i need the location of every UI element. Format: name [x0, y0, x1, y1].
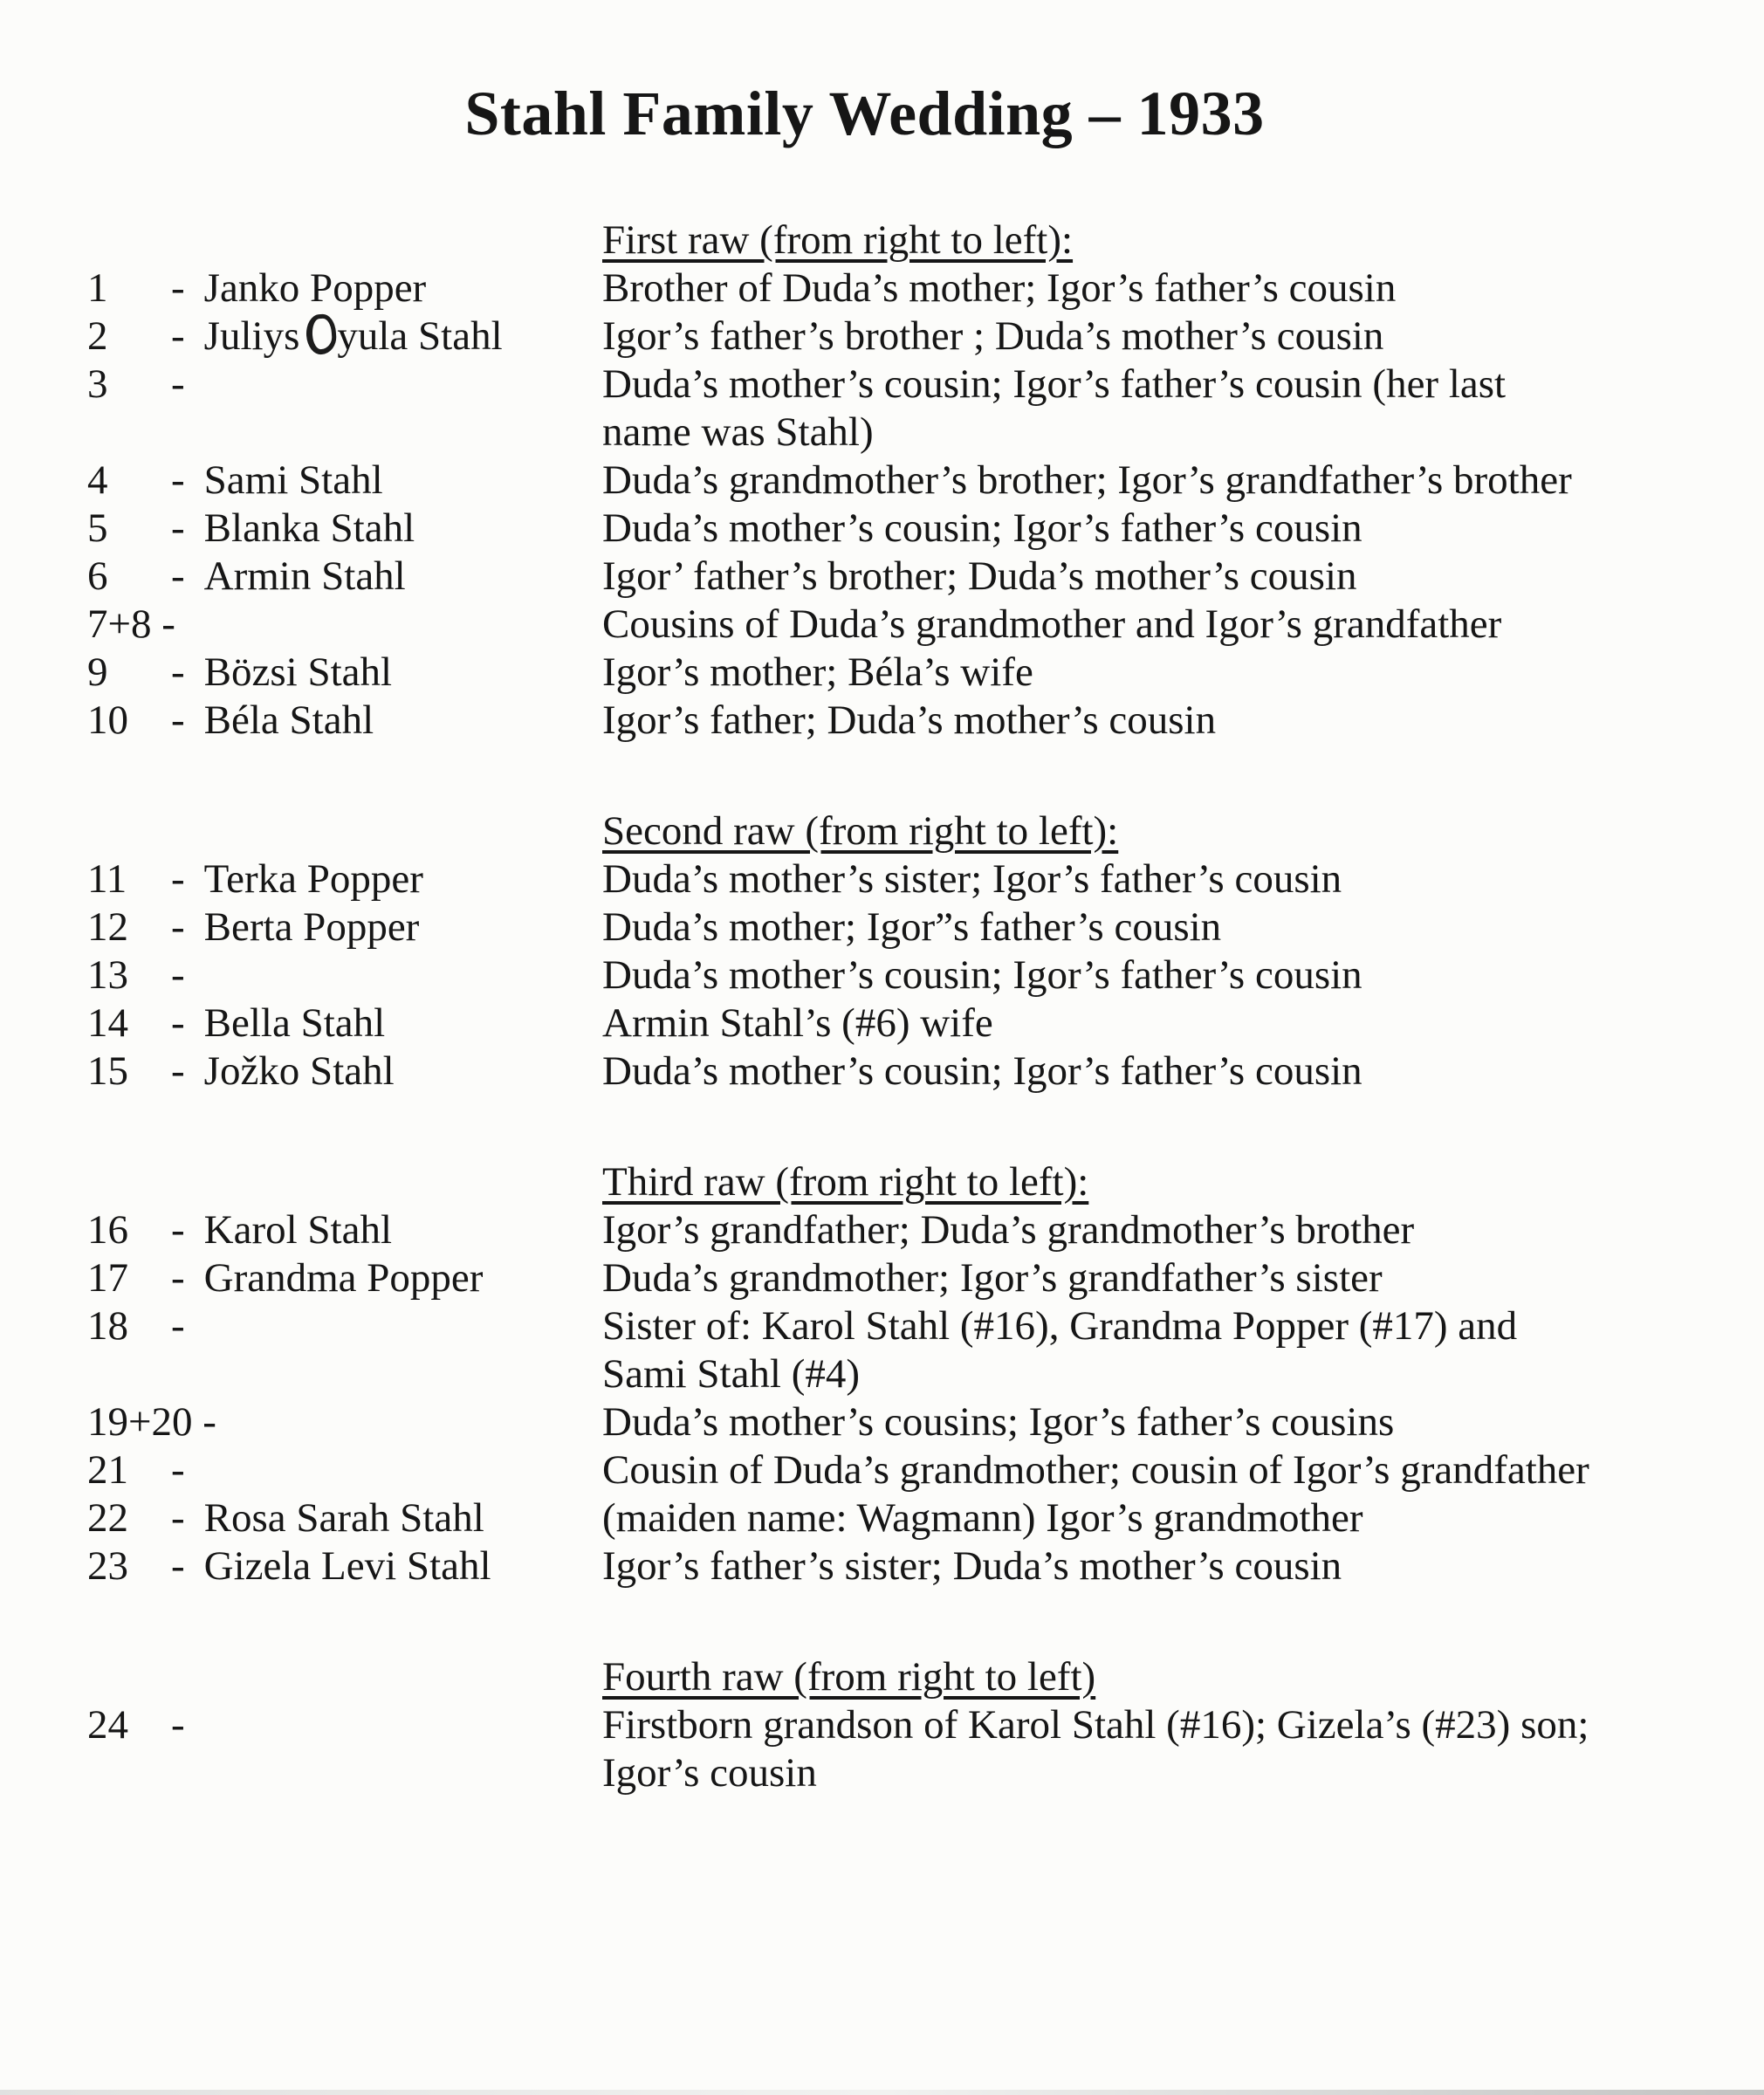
entry-number: 6	[87, 553, 108, 599]
entry-name-cell	[171, 361, 602, 457]
entry-number: 1	[87, 265, 108, 311]
person-entry-row	[87, 951, 1764, 999]
section-heading: Second raw (from right to left):	[602, 808, 1119, 854]
entry-number: 16	[87, 1207, 128, 1253]
entry-name: Juliys yula Stahl	[203, 313, 503, 359]
heading-cell	[602, 1653, 1593, 1701]
entry-name-cell	[171, 313, 602, 361]
entry-description: Duda’s mother’s cousin; Igor’s father’s cousin	[602, 1048, 1362, 1094]
entry-name-cell	[171, 951, 602, 999]
entry-name: Karol Stahl	[203, 1207, 393, 1253]
entry-name-cell	[171, 264, 602, 313]
entry-number: 5	[87, 505, 108, 551]
entry-name: Bella Stahl	[203, 1000, 386, 1046]
entry-number: 24	[87, 1702, 128, 1748]
entry-description: Igor’s grandfather; Duda’s grandmother’s brother	[602, 1207, 1415, 1253]
entry-name-cell	[171, 1048, 602, 1096]
entry-description: Firstborn grandson of Karol Stahl (#16); Gizela’s (#23) son; Igor’s cousin	[602, 1702, 1589, 1796]
entry-dash: -	[171, 457, 185, 503]
entry-description: Duda’s mother’s cousin; Igor’s father’s cousin	[602, 952, 1362, 998]
person-entry-row	[87, 1398, 1764, 1446]
entry-dash: -	[171, 1000, 185, 1046]
heading-spacer-name-column	[171, 1653, 602, 1701]
person-entry-row	[87, 601, 1764, 649]
entry-dash: -	[171, 1207, 185, 1253]
entry-description: Armin Stahl’s (#6) wife	[602, 1000, 993, 1046]
entry-name-cell	[171, 601, 602, 649]
section-second-raw	[87, 807, 1764, 1096]
heading-spacer-number-column	[87, 1158, 171, 1206]
entry-dash: -	[171, 1048, 185, 1094]
heading-spacer-name-column	[171, 216, 602, 264]
entry-dash: -	[171, 1255, 185, 1301]
section-heading-row	[87, 216, 1764, 264]
entry-name: Blanka Stahl	[203, 505, 415, 551]
section-first-raw	[87, 216, 1764, 745]
entry-name-cell	[171, 649, 602, 697]
section-fourth-raw	[87, 1653, 1764, 1797]
entry-description: Duda’s grandmother’s brother; Igor’s grandfather’s brother	[602, 457, 1572, 503]
person-entry-row	[87, 1048, 1764, 1096]
entry-description: Duda’s grandmother; Igor’s grandfather’s sister	[602, 1255, 1383, 1301]
entry-name-cell	[171, 1254, 602, 1302]
entry-dash: -	[171, 1303, 185, 1349]
entry-name-cell	[171, 903, 602, 951]
person-entry-row	[87, 649, 1764, 697]
entry-name-cell	[171, 505, 602, 553]
person-entry-row	[87, 264, 1764, 313]
entry-dash: -	[171, 1495, 185, 1541]
entry-name: Rosa Sarah Stahl	[203, 1495, 484, 1541]
entry-name: Berta Popper	[203, 904, 420, 950]
section-third-raw	[87, 1158, 1764, 1590]
entry-description: Igor’ father’s brother; Duda’s mother’s cousin	[602, 553, 1357, 599]
section-heading: Fourth raw (from right to left)	[602, 1654, 1096, 1700]
entry-name-cell	[171, 999, 602, 1048]
heading-spacer-number-column	[87, 807, 171, 855]
entry-description: Duda’s mother’s cousins; Igor’s father’s cousins	[602, 1399, 1395, 1445]
section-entries	[87, 855, 1764, 1096]
entry-number: 7+8 -	[87, 601, 175, 647]
entry-number: 21	[87, 1447, 128, 1493]
entry-description: Duda’s mother’s cousin; Igor’s father’s cousin (her last name was Stahl)	[602, 361, 1507, 455]
entry-dash: -	[171, 697, 185, 743]
heading-spacer-name-column	[171, 1158, 602, 1206]
entry-name-cell	[171, 1701, 602, 1797]
entry-number: 14	[87, 1000, 128, 1046]
entry-description: Igor’s father’s brother ; Duda’s mother’s cousin	[602, 313, 1384, 359]
person-entry-row	[87, 1302, 1764, 1398]
entry-number: 11	[87, 856, 127, 902]
entry-number: 22	[87, 1495, 128, 1541]
handwritten-oval-correction	[305, 313, 338, 355]
section-entries	[87, 1206, 1764, 1590]
entry-description: Duda’s mother’s cousin; Igor’s father’s cousin	[602, 505, 1362, 551]
person-entry-row	[87, 855, 1764, 903]
entry-number: 10	[87, 697, 128, 743]
entry-dash: -	[171, 904, 185, 950]
section-heading-row	[87, 1158, 1764, 1206]
entry-dash: -	[171, 649, 185, 695]
entry-description: Cousins of Duda’s grandmother and Igor’s grandfather	[602, 601, 1502, 647]
entry-name: Sami Stahl	[203, 457, 383, 503]
person-entry-row	[87, 361, 1764, 457]
heading-cell	[602, 1158, 1593, 1206]
entry-number: 9	[87, 649, 108, 695]
scan-edge-artifact	[0, 2090, 1764, 2095]
heading-spacer-number-column	[87, 216, 171, 264]
entry-name: Janko Popper	[203, 265, 427, 311]
person-entry-row	[87, 903, 1764, 951]
entry-name: Béla Stahl	[203, 697, 374, 743]
person-entry-row	[87, 553, 1764, 601]
section-entries	[87, 264, 1764, 745]
entry-name-cell	[171, 855, 602, 903]
entry-number: 17	[87, 1255, 128, 1301]
entry-description: Igor’s father’s sister; Duda’s mother’s cousin	[602, 1543, 1342, 1589]
entry-dash: -	[171, 856, 185, 902]
person-entry-row	[87, 999, 1764, 1048]
entry-dash: -	[171, 361, 185, 407]
entry-number: 13	[87, 952, 128, 998]
entry-name-cell	[171, 697, 602, 745]
entry-number: 19+20 -	[87, 1399, 216, 1445]
entry-name-cell	[171, 457, 602, 505]
entry-name-cell	[171, 1446, 602, 1494]
entry-name-cell	[171, 1398, 602, 1446]
entry-dash: -	[171, 265, 185, 311]
entry-number: 12	[87, 904, 128, 950]
person-entry-row	[87, 1446, 1764, 1494]
person-entry-row	[87, 457, 1764, 505]
entry-description: Igor’s mother; Béla’s wife	[602, 649, 1033, 695]
entry-name: Grandma Popper	[203, 1255, 484, 1301]
entry-dash: -	[171, 1447, 185, 1493]
entry-name: Jožko Stahl	[203, 1048, 395, 1094]
person-entry-row	[87, 313, 1764, 361]
person-entry-row	[87, 1542, 1764, 1590]
entry-description: (maiden name: Wagmann) Igor’s grandmother	[602, 1495, 1363, 1541]
document-title: Stahl Family Wedding – 1933	[464, 79, 1265, 148]
entry-dash: -	[171, 952, 185, 998]
person-entry-row	[87, 697, 1764, 745]
entry-name: Terka Popper	[203, 856, 423, 902]
entry-name-cell	[171, 1542, 602, 1590]
entry-name: Armin Stahl	[203, 553, 406, 599]
section-heading: Third raw (from right to left):	[602, 1159, 1089, 1205]
person-entry-row	[87, 1494, 1764, 1542]
section-heading-row	[87, 1653, 1764, 1701]
entry-number: 4	[87, 457, 108, 503]
entry-description: Duda’s mother; Igor”s father’s cousin	[602, 904, 1222, 950]
entry-number: 18	[87, 1303, 128, 1349]
entry-number: 2	[87, 313, 108, 359]
entry-name-cell	[171, 1494, 602, 1542]
entry-name: Gizela Levi Stahl	[203, 1543, 491, 1589]
person-entry-row	[87, 1254, 1764, 1302]
entry-dash: -	[171, 505, 185, 551]
entry-dash: -	[171, 313, 185, 359]
entry-description: Igor’s father; Duda’s mother’s cousin	[602, 697, 1217, 743]
section-heading-row	[87, 807, 1764, 855]
entry-number: 3	[87, 361, 108, 407]
person-entry-row	[87, 1206, 1764, 1254]
person-entry-row	[87, 1701, 1764, 1797]
entry-dash: -	[171, 1702, 185, 1748]
entry-description: Sister of: Karol Stahl (#16), Grandma Popper (#17) and Sami Stahl (#4)	[602, 1303, 1518, 1397]
entry-dash: -	[171, 1543, 185, 1589]
entry-description: Brother of Duda’s mother; Igor’s father’s cousin	[602, 265, 1397, 311]
entry-number: 23	[87, 1543, 128, 1589]
section-heading: First raw (from right to left):	[602, 217, 1074, 263]
entry-name-cell	[171, 553, 602, 601]
entry-dash: -	[171, 553, 185, 599]
entry-description: Duda’s mother’s sister; Igor’s father’s cousin	[602, 856, 1342, 902]
entry-description: Cousin of Duda’s grandmother; cousin of Igor’s grandfather	[602, 1447, 1589, 1493]
document-body	[87, 216, 1764, 1797]
section-entries	[87, 1701, 1764, 1797]
heading-cell	[602, 216, 1593, 264]
entry-name-cell	[171, 1206, 602, 1254]
heading-cell	[602, 807, 1593, 855]
person-entry-row	[87, 505, 1764, 553]
entry-name: Bözsi Stahl	[203, 649, 393, 695]
heading-spacer-name-column	[171, 807, 602, 855]
heading-spacer-number-column	[87, 1653, 171, 1701]
entry-name-cell	[171, 1302, 602, 1398]
entry-number: 15	[87, 1048, 128, 1094]
